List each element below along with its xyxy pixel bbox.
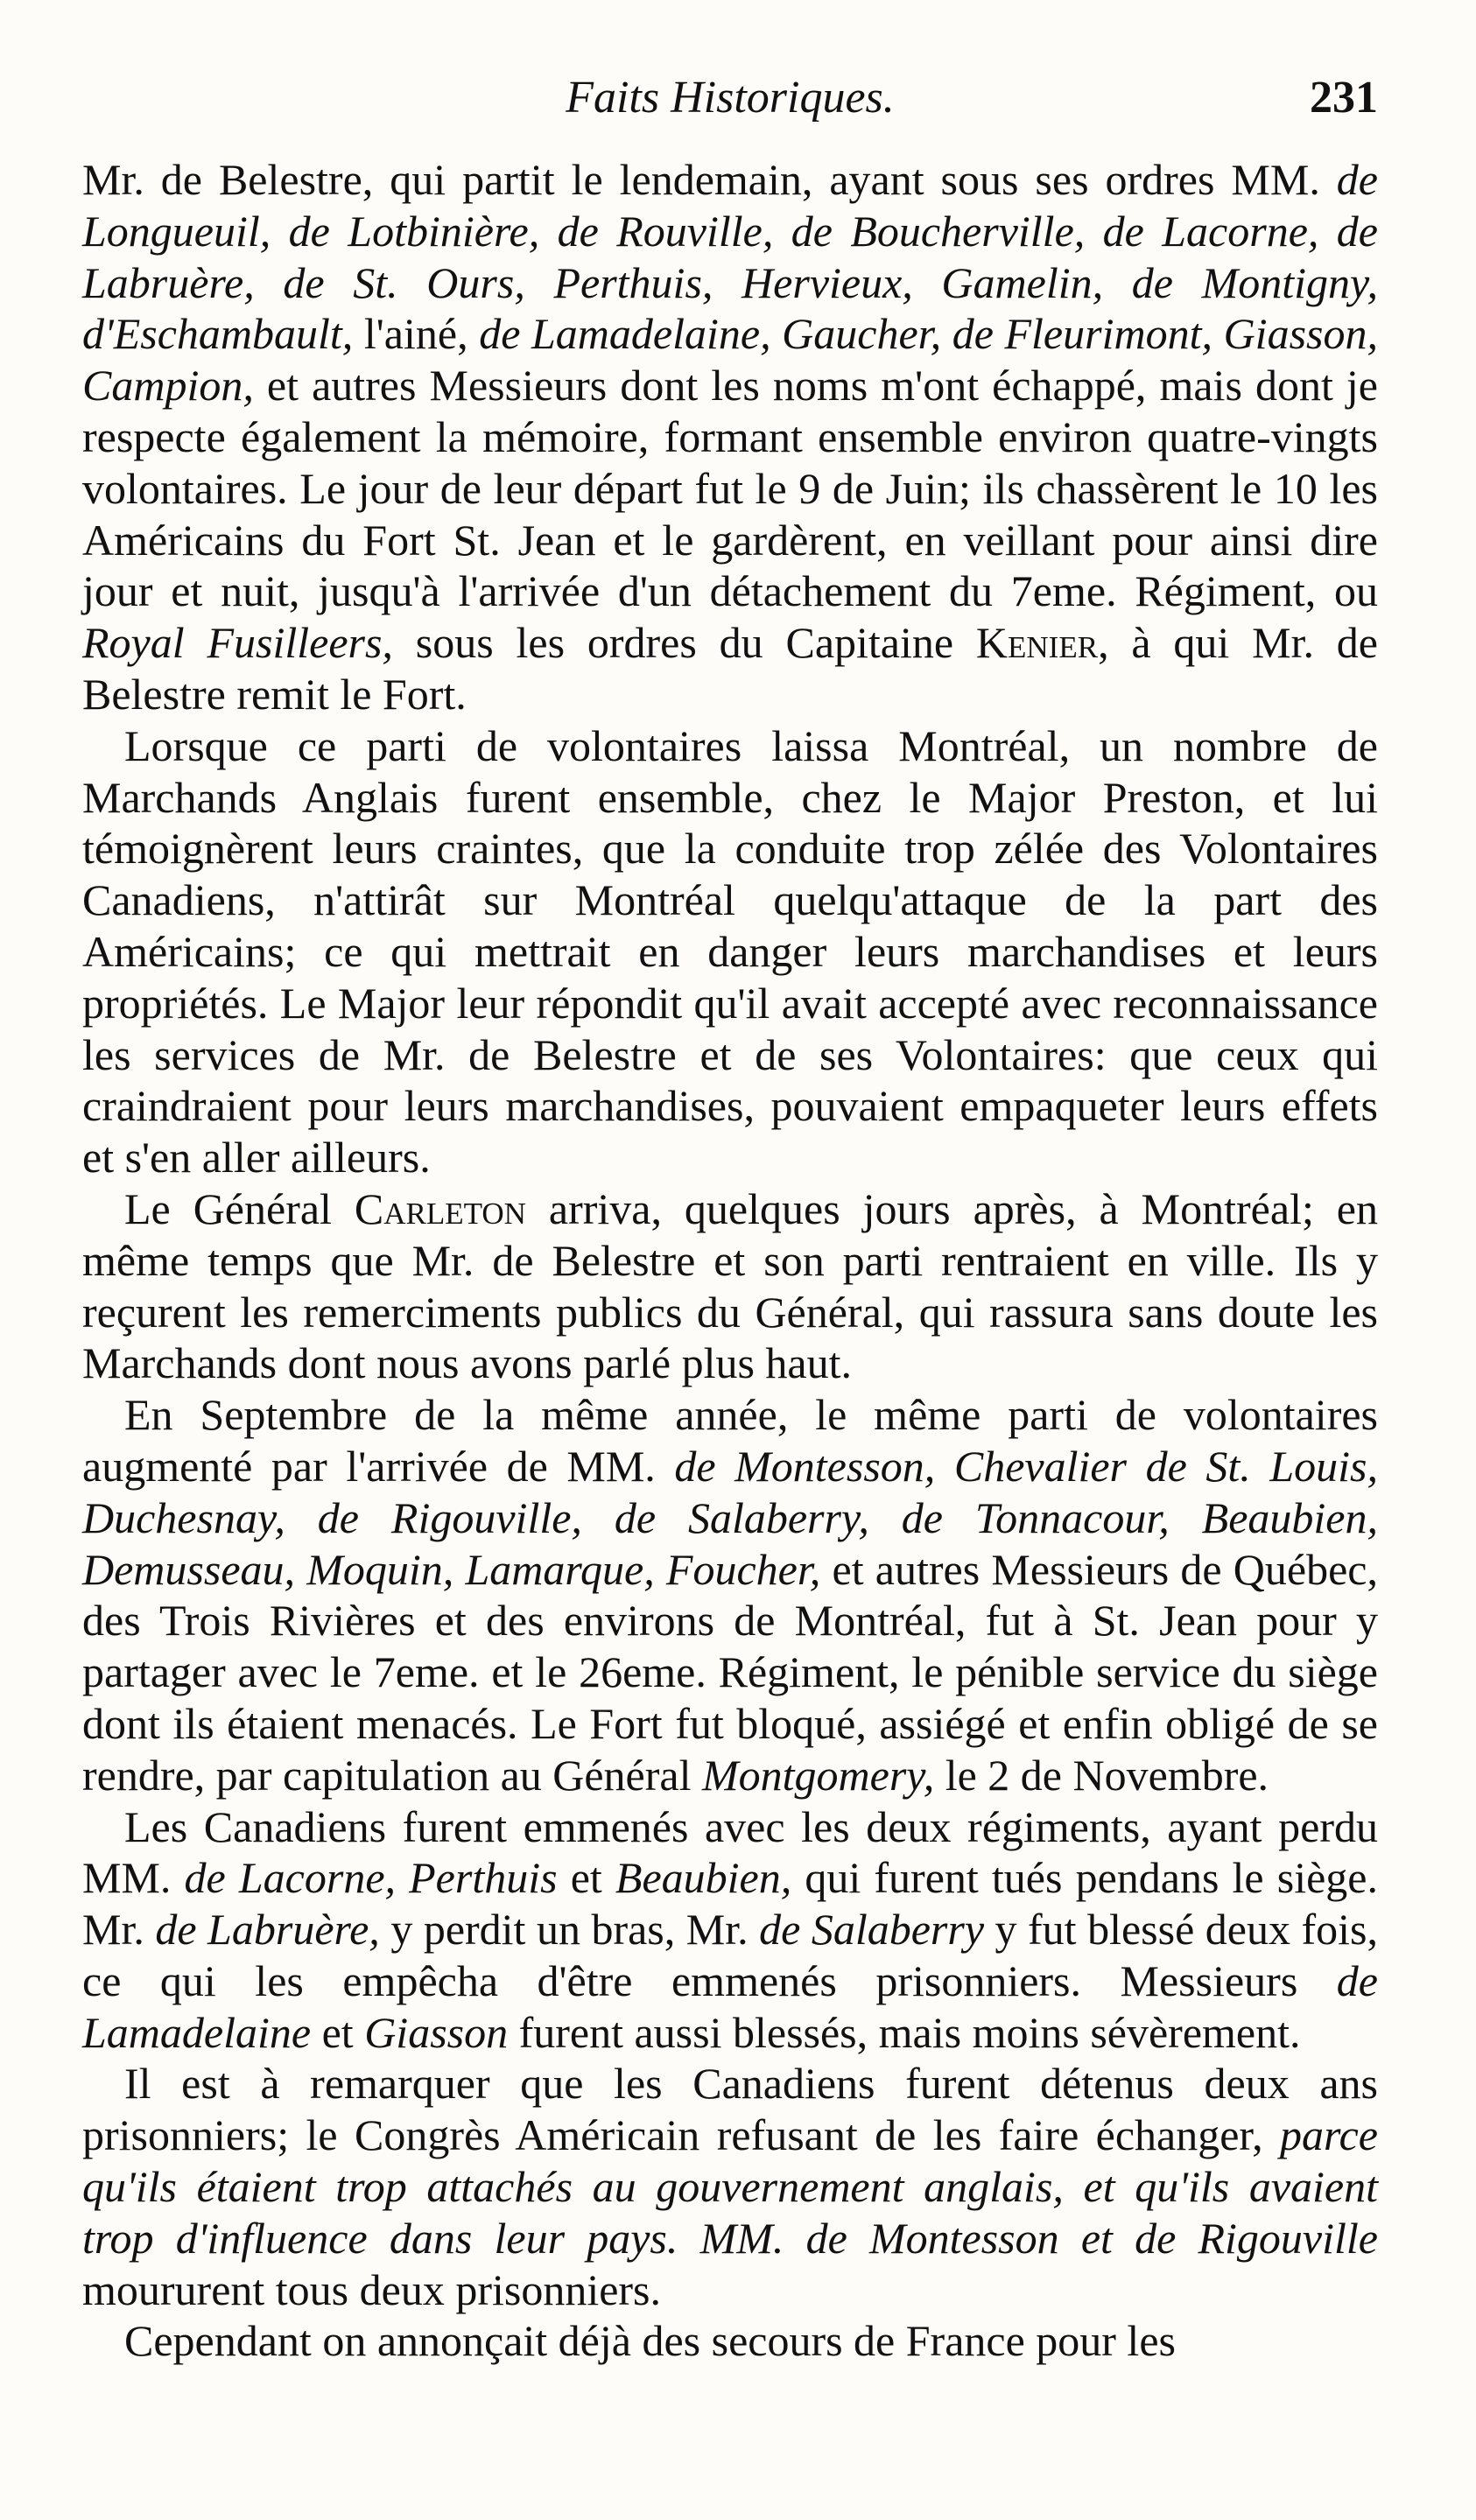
text-run: y fut blessé deux fois, ce qui les empêcha d'être emmenés prisonniers. Messieurs [82,1905,1378,2005]
paragraph [82,1389,1378,1801]
text-run: l'ainé, [353,309,480,359]
text-run: et [557,1853,615,1903]
paragraph [82,2058,1378,2315]
paragraph [82,720,1378,1183]
text-run: sous les ordres du Capitaine [392,618,976,668]
small-caps-name: Kenier [975,618,1099,668]
italic-text: parce qu'ils étaient trop attachés au gouvernement anglais, et qu'ils avaient trop d'influence dans leur pays. MM. de Montesson et de Rigouville [82,2110,1378,2263]
text-run: et [311,2007,365,2057]
paragraph [82,1183,1378,1389]
paragraph [82,2315,1378,2367]
italic-text: de Longueuil, de Lotbinière, de Rouville, de Boucherville, de Lacorne, de Labruère, de St. Ours, Perthuis, Hervieux, Gamelin, de Montigny, d'Eschambault, [82,155,1378,359]
text-run: En Septembre de la même année, le même parti de volontaires augmenté par l'arrivée de MM. [82,1390,1378,1491]
small-caps-name: Carleton [354,1183,526,1233]
text-run: Le Général [124,1183,355,1233]
italic-text: de Salaberry [759,1905,985,1955]
italic-text: Giasson [364,2007,509,2057]
italic-text: de Lamadelaine [82,1955,1378,2057]
text-run: Les Canadiens furent emmenés avec les deux régiments, ayant perdu MM. [82,1801,1378,1903]
italic-text: de Lacorne, Perthuis [184,1853,558,1903]
italic-text: de Labruère, [155,1905,380,1955]
text-run: Cependant on annonçait déjà des secours de France pour les [124,2316,1176,2366]
running-title: Faits Historiques. [566,73,895,123]
text-run: Il est à remarquer que les Canadiens furent détenus deux ans prisonniers; le Congrès Américain refusant de les faire échanger, [82,2059,1378,2160]
text-run: , à qui Mr. de Belestre remit le Fort. [82,618,1378,719]
text-run: et autres Messieurs de Québec, des Trois Rivières et des environs de Montréal, fut à St. Jean pour y partager avec le 7eme. et le 26eme. Régiment, le pénible service du siège dont ils étaient menacés. Le Fort fut bloqué, assiégé et enfin obligé de se rendre, par capitulation au Général [82,1544,1378,1800]
text-run: et autres Messieurs dont les noms m'ont échappé, mais dont je respecte également la mémoire, formant ensemble environ quatre-vingts volontaires. Le jour de leur départ fut le 9 de Juin; ils chassèrent le 10 les Américains du Fort St. Jean et le gardèrent, en veillant pour ainsi dire jour et nuit, jusqu'à l'arrivée d'un détachement du 7eme. Régiment, ou [82,361,1378,616]
italic-text: Beaubien, [615,1853,792,1903]
text-run: furent aussi blessés, mais moins sévèrement. [508,2007,1301,2057]
italic-text: Royal Fusilleers, [82,618,393,668]
italic-text: de Montesson, Chevalier de St. Louis, Duchesnay, de Rigouville, de Salaberry, de Tonnacour, Beaubien, Demusseau, Moquin, Lamarque, Foucher, [82,1441,1378,1594]
text-run: Mr. de Belestre, qui partit le lendemain, ayant sous ses ordres MM. [82,155,1337,204]
body-text [82,154,1378,2367]
page-number: 231 [1310,73,1378,123]
paragraph [82,154,1378,720]
text-run: y perdit un bras, Mr. [379,1905,760,1955]
italic-text: Montgomery, [701,1750,935,1800]
text-run: Lorsque ce parti de volontaires laissa Montréal, un nombre de Marchands Anglais furent ensemble, chez le Major Preston, et lui témoignèrent leurs craintes, que la conduite trop zélée des Volontaires Canadiens, n'attirât sur Montréal quelqu'attaque de la part des Américains; ce qui mettrait en danger leurs marchandises et leurs propriétés. Le Major leur répondit qu'il avait accepté avec reconnaissance les services de Mr. de Belestre et de ses Volontaires: que ceux qui craindraient pour leurs marchandises, pouvaient empaqueter leurs effets et s'en aller ailleurs. [82,720,1378,1183]
paragraph [82,1801,1378,2059]
text-run: arriva, quelques jours après, à Montréal; en même temps que Mr. de Belestre et son parti rentraient en ville. Ils y reçurent les remerciments publics du Général, qui rassura sans doute les Marchands dont nous avons parlé plus haut. [82,1183,1378,1388]
text-run: moururent tous deux prisonniers. [82,2264,662,2314]
text-run: le 2 de Novembre. [934,1750,1269,1800]
text-run: qui furent tués pendans le siège. Mr. [82,1853,1378,1955]
italic-text: de Lamadelaine, Gaucher, de Fleurimont, Giasson, Campion, [82,309,1378,411]
running-head [82,63,1378,133]
